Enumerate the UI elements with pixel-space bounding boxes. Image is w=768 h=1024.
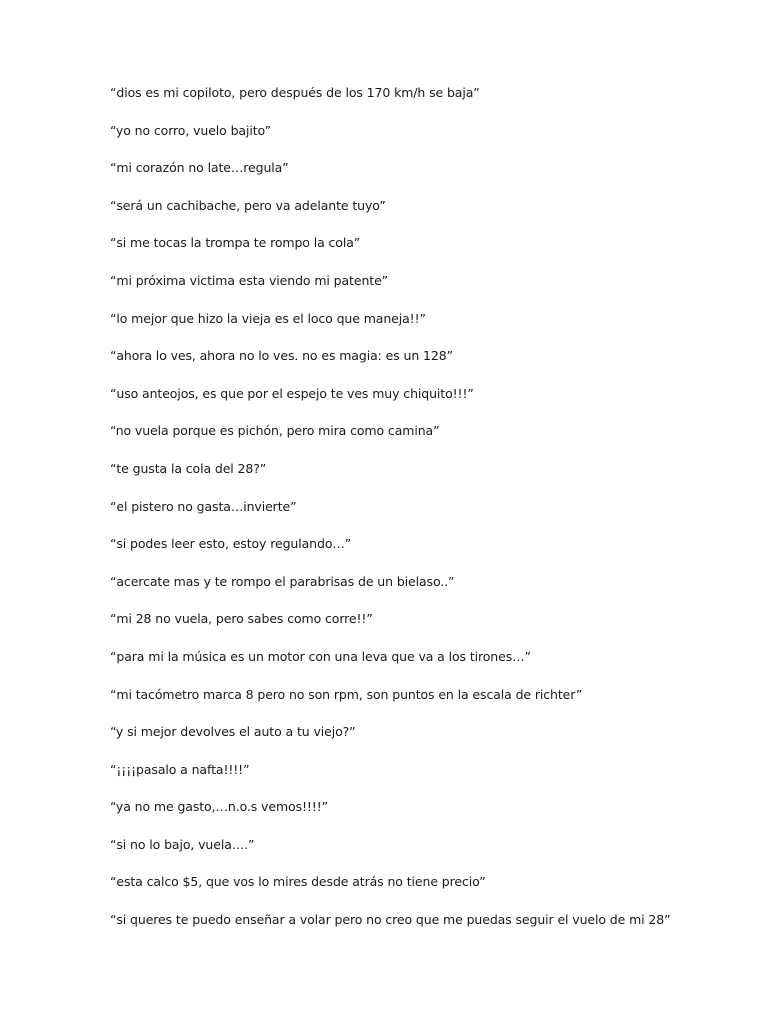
quote-line: “el pistero no gasta…invierte” bbox=[110, 498, 297, 514]
quote-line: “yo no corro, vuelo bajito” bbox=[110, 122, 272, 138]
quote-line: “esta calco $5, que vos lo mires desde atrás no tiene precio” bbox=[110, 874, 486, 890]
quote-line: “¡¡¡¡pasalo a nafta!!!!” bbox=[110, 761, 250, 777]
quote-line: “si me tocas la trompa te rompo la cola” bbox=[110, 235, 361, 251]
quote-line: “lo mejor que hizo la vieja es el loco que maneja!!” bbox=[110, 310, 426, 326]
quote-line: “ahora lo ves, ahora no lo ves. no es magia: es un 128” bbox=[110, 348, 453, 364]
quote-line: “mi próxima victima esta viendo mi patente” bbox=[110, 272, 389, 288]
quote-line: “si no lo bajo, vuela….” bbox=[110, 836, 255, 852]
quote-line: “mi tacómetro marca 8 pero no son rpm, son puntos en la escala de richter” bbox=[110, 686, 583, 702]
quote-line: “mi corazón no late…regula” bbox=[110, 160, 289, 176]
quote-line: “será un cachibache, pero va adelante tuyo” bbox=[110, 197, 386, 213]
quote-line: “para mi la música es un motor con una leva que va a los tirones…” bbox=[110, 648, 531, 664]
quote-line: “ya no me gasto,…n.o.s vemos!!!!” bbox=[110, 799, 329, 815]
quote-line: “mi 28 no vuela, pero sabes como corre!!” bbox=[110, 611, 373, 627]
quote-line: “acercate mas y te rompo el parabrisas de un bielaso..” bbox=[110, 573, 455, 589]
quote-line: “no vuela porque es pichón, pero mira como camina” bbox=[110, 423, 440, 439]
quote-line: “y si mejor devolves el auto a tu viejo?” bbox=[110, 724, 356, 740]
quote-line: “si queres te puedo enseñar a volar pero no creo que me puedas seguir el vuelo de mi 28” bbox=[110, 912, 671, 928]
quote-line: “uso anteojos, es que por el espejo te ves muy chiquito!!!” bbox=[110, 385, 474, 401]
quote-line: “si podes leer esto, estoy regulando…” bbox=[110, 536, 352, 552]
quote-line: “te gusta la cola del 28?” bbox=[110, 460, 267, 476]
quote-list bbox=[110, 83, 750, 948]
quote-line: “dios es mi copiloto, pero después de los 170 km/h se baja” bbox=[110, 85, 480, 100]
